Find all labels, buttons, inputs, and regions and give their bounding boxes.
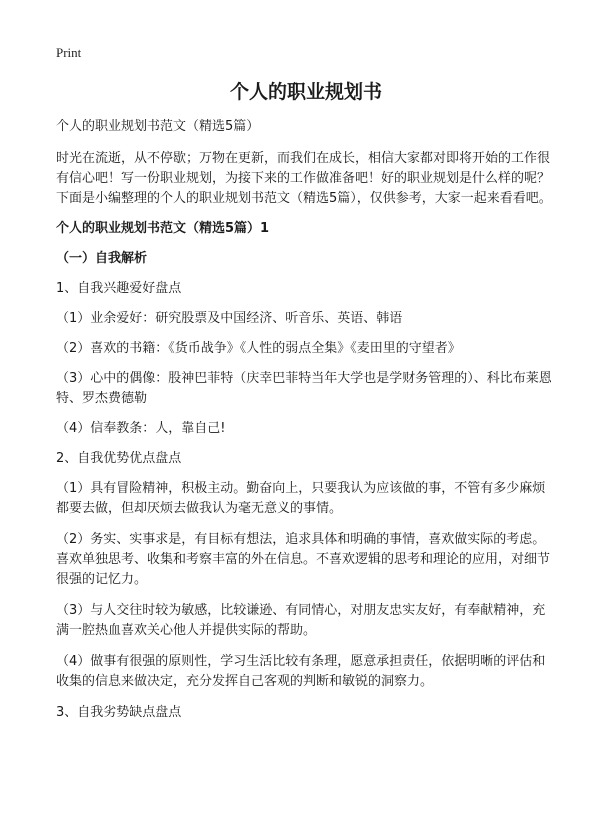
document-title: 个人的职业规划书 bbox=[229, 81, 382, 103]
intro-paragraph: 时光在流逝，从不停歇；万物在更新，而我们在成长，相信大家都对即将开始的工作很有信心吧！写一份职业规划，为接下来的工作做准备吧！好的职业规划是什么样的呢？下面是小编整理的个人的职业规划书范文（精选5篇），仅供参考，大家一起来看看吧。 bbox=[56, 151, 552, 206]
print-label: Print bbox=[56, 45, 82, 60]
part-heading: （一）自我解析 bbox=[56, 251, 148, 266]
list-item: （1）业余爱好：研究股票及中国经济、听音乐、英语、韩语 bbox=[56, 311, 403, 326]
list-item: （4）信奉教条：人，靠自己! bbox=[56, 421, 226, 436]
document-subtitle: 个人的职业规划书范文（精选5篇） bbox=[56, 119, 260, 134]
group-title-weaknesses: 3、自我劣势缺点盘点 bbox=[56, 705, 182, 720]
group-title-strengths: 2、自我优势优点盘点 bbox=[56, 451, 182, 466]
list-item: （4）做事有很强的原则性，学习生活比较有条理，愿意承担责任，依据明晰的评估和收集的信息来做决定，充分发挥自己客观的判断和敏锐的洞察力。 bbox=[56, 654, 546, 689]
list-item: （2）务实、实事求是，有目标有想法，追求具体和明确的事情，喜欢做实际的考虑。喜欢单独思考、收集和考察丰富的外在信息。不喜欢逻辑的思考和理论的应用，对细节很强的记忆力。 bbox=[56, 532, 551, 587]
list-item: （3）与人交往时较为敏感，比较谦逊、有同情心，对朋友忠实友好，有奉献精神，充满一腔热血喜欢关心他人并提供实际的帮助。 bbox=[56, 603, 546, 638]
group-title-interests: 1、自我兴趣爱好盘点 bbox=[56, 281, 182, 296]
list-item: （1）具有冒险精神，积极主动。勤奋向上，只要我认为应该做的事，不管有多少麻烦都要去做，但却厌烦去做我认为毫无意义的事情。 bbox=[56, 481, 546, 516]
section-heading: 个人的职业规划书范文（精选5篇）1 bbox=[56, 221, 270, 236]
list-item: （3）心中的偶像：股神巴菲特（庆幸巴菲特当年大学也是学财务管理的）、科比布莱恩特、罗杰费德勒 bbox=[56, 371, 552, 406]
list-item: （2）喜欢的书籍：《货币战争》《人性的弱点全集》《麦田里的守望者》 bbox=[56, 341, 461, 356]
